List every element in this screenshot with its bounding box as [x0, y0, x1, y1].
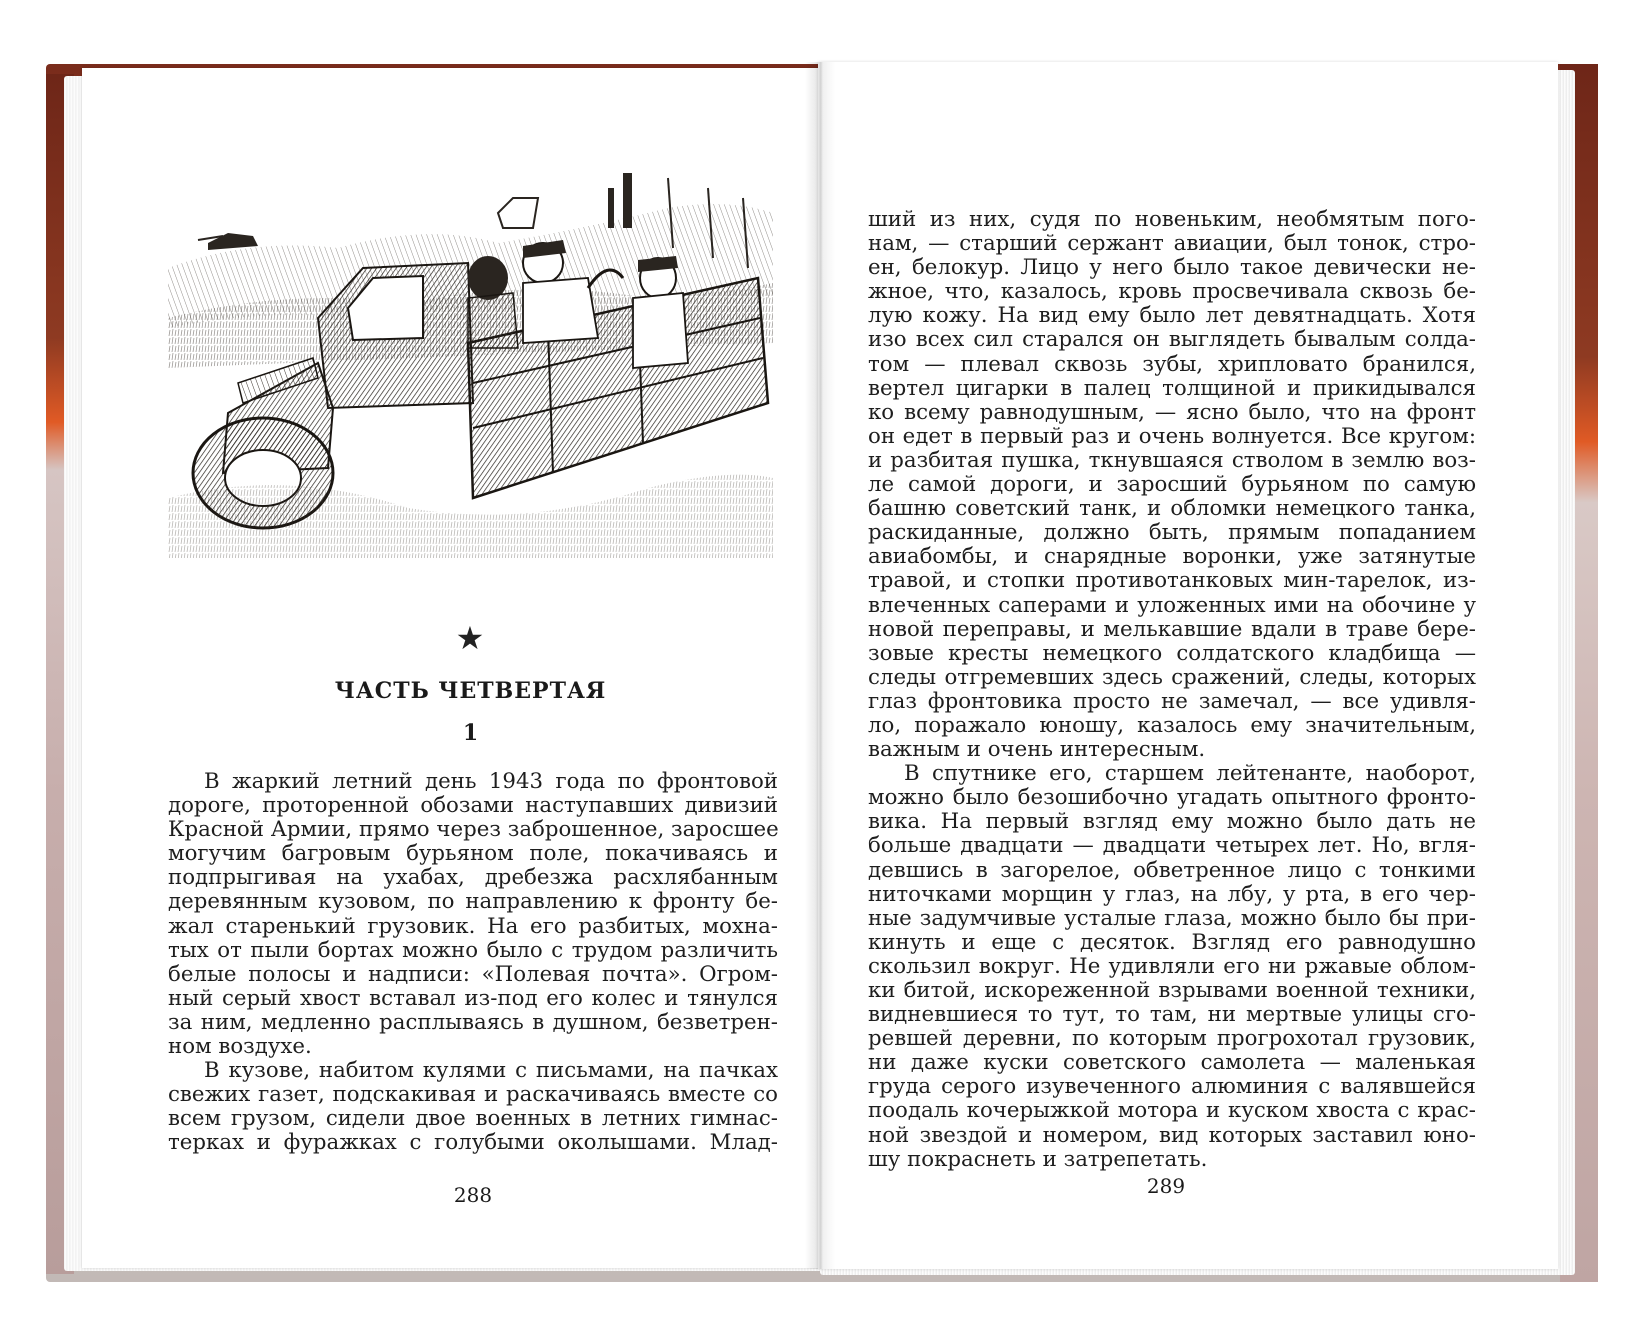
text-line: В жаркий летний день 1943 года по фронтовой — [204, 769, 778, 794]
text-line: подпрыгивая на ухабах, дребезжа расхлябанным — [168, 865, 778, 891]
text-line: ном воздухе. — [168, 1034, 312, 1060]
left-page-text — [168, 770, 778, 1156]
part-title: ЧАСТЬ ЧЕТВЕРТАЯ — [334, 678, 607, 704]
text-line: белые полосы и надписи: «Полевая почта». Огром- — [168, 961, 778, 987]
right-page-number: 289 — [1146, 1174, 1186, 1198]
right-page-text — [868, 208, 1476, 1172]
text-line: тых от пыли бортах можно было с трудом различить — [168, 937, 778, 963]
text-line: ни даже куски советского самолета — маленькая — [868, 1050, 1476, 1076]
text-line: дороге, проторенной обозами наступавших дивизий — [168, 793, 778, 819]
text-line: раскиданные, должно быть, прямым попаданием — [868, 520, 1476, 546]
text-line: ревшей деревни, по которым прогрохотал грузовик, — [868, 1026, 1476, 1052]
text-line: груда серого изувеченного алюминия с валявшейся — [868, 1074, 1476, 1100]
truck-illustration — [168, 168, 773, 558]
text-line: ле самой дороги, и заросший бурьяном по самую — [868, 472, 1476, 498]
text-line: ной звездой и номером, вид которых заставил юно- — [868, 1122, 1476, 1148]
book-gutter — [805, 62, 835, 1269]
text-line: можно было безошибочно угадать опытного фронто- — [868, 785, 1476, 811]
text-line: деревянным кузовом, по направлению к фронту бе- — [168, 889, 778, 915]
text-line: жал старенький грузовик. На его разбитых, мохна- — [168, 913, 778, 939]
text-line: башню советский танк, и обломки немецкого танка, — [868, 496, 1476, 522]
text-line: и разбитая пушка, ткнувшаяся стволом в землю воз- — [868, 447, 1476, 473]
text-line: изо всех сил старался он выглядеть бывалым солда- — [868, 327, 1476, 353]
text-line: жное, что, казалось, кровь просвечивала сквозь бе- — [868, 279, 1476, 305]
text-line: поодаль кочерыжкой мотора и куском хвоста с крас- — [868, 1098, 1476, 1124]
text-line: ло, поражало юношу, казалось ему значительным, — [868, 712, 1476, 738]
text-line: за ним, медленно расплываясь в душном, безветрен- — [168, 1009, 778, 1035]
text-line: ный серый хвост вставал из-под его колес и тянулся — [168, 985, 778, 1011]
text-line: влеченных саперами и уложенных ими на обочине у — [868, 592, 1476, 618]
chapter-number: 1 — [462, 720, 479, 746]
star-ornament: ★ — [455, 619, 485, 657]
text-line: том — плевал сквозь зубы, хрипловато бранился, — [868, 351, 1476, 377]
text-line: ки битой, искореженной взрывами военной техники, — [868, 978, 1476, 1003]
text-line: кинуть и еще с десяток. Взгляд его равнодушно — [868, 929, 1476, 955]
text-line: девшись в загорелое, обветренное лицо с тонкими — [868, 857, 1476, 883]
text-line: авиабомбы, и снарядные воронки, уже затянутые — [868, 544, 1476, 570]
text-line: ко всему равнодушным, — ясно было, что на фронт — [868, 399, 1476, 425]
text-line: новой переправы, и мелькавшие вдали в траве бере- — [868, 616, 1476, 642]
text-line: Красной Армии, прямо через заброшенное, заросшее — [168, 817, 779, 843]
left-page-number: 288 — [453, 1183, 493, 1207]
text-line: В кузове, набитом кулями с письмами, на пачках — [204, 1058, 778, 1084]
text-line: скользил вокруг. Не удивляли его ни ржавые облом- — [868, 953, 1476, 979]
text-line: вика. На первый взгляд ему можно было дать не — [868, 809, 1476, 835]
text-line: травой, и стопки противотанковых мин-тарелок, из- — [868, 568, 1476, 594]
text-line: нам, — старший сержант авиации, был тонок, стро- — [868, 231, 1476, 257]
text-line: следы отгремевших здесь сражений, следы, которых — [868, 664, 1476, 690]
text-line: ший из них, судя по новеньким, необмятым пого- — [868, 207, 1476, 232]
text-line: всем грузом, сидели двое военных в летних гимнас- — [168, 1106, 778, 1132]
text-line: ен, белокур. Лицо у него было такое девически не- — [868, 255, 1476, 281]
text-line: свежих газет, подскакивая и раскачиваясь вместе со — [168, 1082, 778, 1108]
text-line: он едет в первый раз и очень волнуется. Все кругом: — [868, 423, 1476, 449]
text-line: В спутнике его, старшем лейтенанте, наоборот, — [904, 761, 1476, 787]
text-line: шу покраснеть и затрепетать. — [868, 1146, 1208, 1172]
text-line: ные задумчивые усталые глаза, можно было бы при- — [868, 905, 1476, 931]
text-line: важным и очень интересным. — [868, 737, 1206, 763]
text-line: глаз фронтовика просто не замечал, — все удивля- — [868, 688, 1476, 714]
text-line: больше двадцати — двадцати четырех лет. Но, вгля- — [868, 833, 1476, 859]
text-line: видневшиеся то тут, то там, ни мертвые улицы сго- — [868, 1002, 1476, 1028]
text-line: зовые кресты немецкого солдатского кладбища — — [868, 640, 1476, 666]
text-line: лую кожу. На вид ему было лет девятнадцать. Хотя — [868, 303, 1476, 329]
text-line: вертел цигарки в палец толщиной и прикидывался — [868, 375, 1476, 401]
text-line: ниточками морщин у глаз, на лбу, у рта, в его чер- — [868, 881, 1476, 907]
text-line: могучим багровым бурьяном поле, покачиваясь и — [168, 841, 778, 867]
text-line: терках и фуражках с голубыми околышами. Млад- — [168, 1130, 778, 1156]
